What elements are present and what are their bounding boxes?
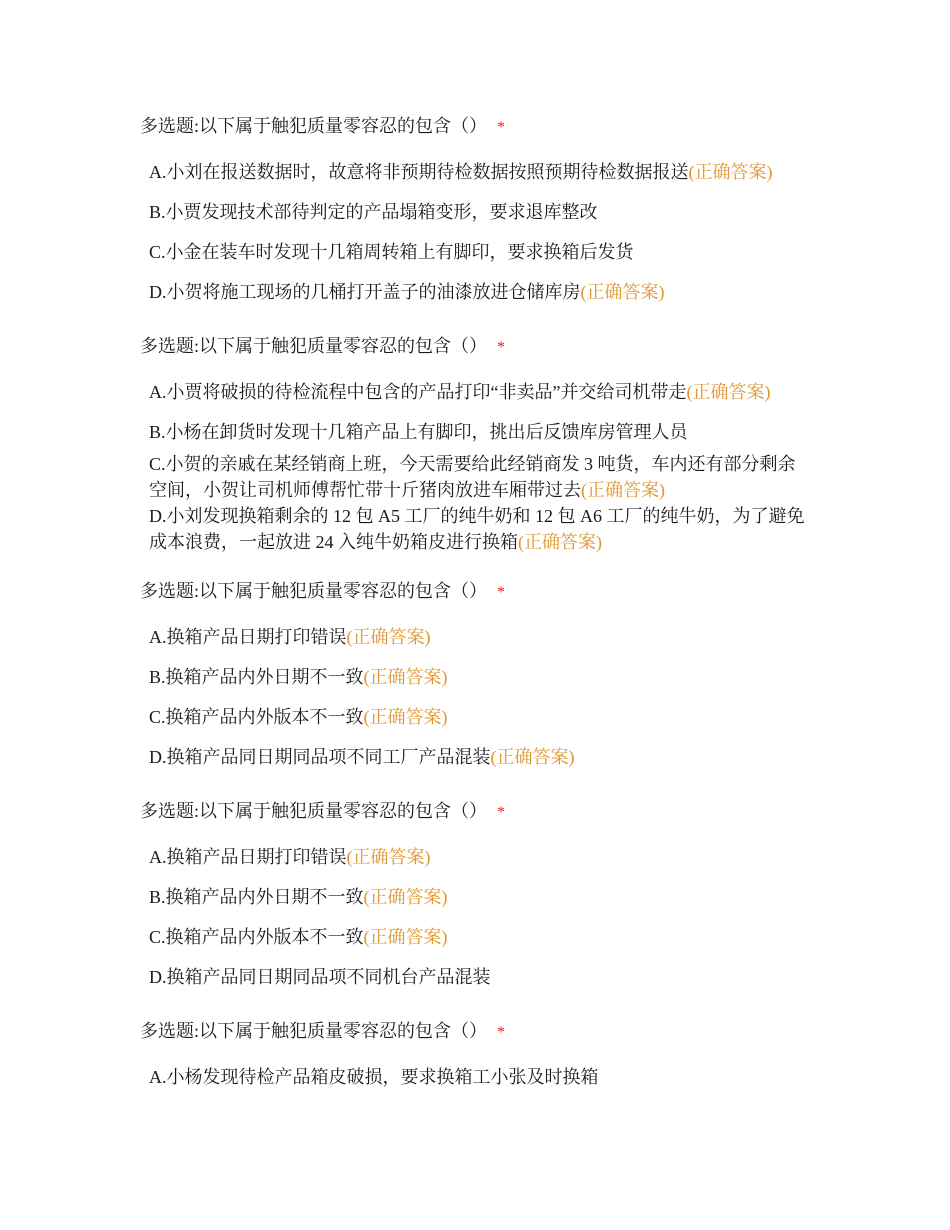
question-title	[140, 580, 820, 602]
question-3	[140, 580, 820, 784]
correct-answer-label: (正确答案)	[363, 667, 448, 687]
option-list	[140, 159, 820, 305]
required-star: *	[497, 584, 505, 601]
option-c	[149, 924, 809, 950]
question-4	[140, 800, 820, 1004]
option-d	[149, 279, 809, 305]
option-text: 多选题:以下属于触犯质量零容忍的包含（）	[140, 801, 487, 821]
question-title	[140, 800, 820, 822]
option-text: C.小贺的亲戚在某经销商上班，今天需要给此经销商发 3 吨货，车内还有部分剩余空间，小贺让司机师傅帮忙带十斤猪肉放进车厢带过去	[149, 454, 796, 500]
correct-answer-label: (正确答案)	[686, 382, 771, 402]
option-c	[149, 451, 809, 503]
question-title: 多选题:以下属于触犯质量零容忍的包含（） *	[140, 116, 505, 136]
option-text: 多选题:以下属于触犯质量零容忍的包含（）	[140, 336, 487, 356]
option-list	[140, 624, 820, 770]
option-a	[149, 1064, 809, 1090]
correct-answer-label: (正确答案)	[363, 927, 448, 947]
correct-answer-label: (正确答案)	[518, 532, 602, 552]
correct-answer-label: (正确答案)	[490, 747, 575, 767]
required-star: *	[497, 1024, 505, 1041]
option-list	[140, 1064, 820, 1090]
option-text: C.换箱产品内外版本不一致	[149, 927, 364, 947]
option-text: B.换箱产品内外日期不一致	[149, 887, 364, 907]
question-title	[140, 1020, 820, 1042]
option-text: A.换箱产品日期打印错误	[149, 847, 347, 867]
option-d	[149, 503, 809, 555]
question-2	[140, 335, 820, 555]
option-d	[149, 744, 809, 770]
option-a	[149, 159, 809, 185]
correct-answer-label: (正确答案)	[346, 847, 431, 867]
option-text: 多选题:以下属于触犯质量零容忍的包含（）	[140, 581, 487, 601]
option-d	[149, 964, 809, 990]
correct-answer-label: (正确答案)	[580, 282, 665, 302]
option-text: C.换箱产品内外版本不一致	[149, 707, 364, 727]
option-text: A.小贾将破损的待检流程中包含的产品打印“非卖品”并交给司机带走	[149, 382, 687, 402]
option-text: A.换箱产品日期打印错误	[149, 627, 347, 647]
option-text: A.小杨发现待检产品箱皮破损，要求换箱工小张及时换箱	[149, 1067, 599, 1087]
question-1	[140, 115, 820, 319]
option-b	[149, 419, 809, 445]
correct-answer-label: (正确答案)	[363, 707, 448, 727]
correct-answer-label: (正确答案)	[688, 162, 773, 182]
correct-answer-label: (正确答案)	[346, 627, 431, 647]
option-text: D.小贺将施工现场的几桶打开盖子的油漆放进仓储库房	[149, 282, 581, 302]
correct-answer-label: (正确答案)	[363, 887, 448, 907]
option-a	[149, 624, 809, 650]
option-list	[140, 379, 820, 555]
option-b	[149, 199, 809, 225]
option-text: A.小刘在报送数据时，故意将非预期待检数据按照预期待检数据报送	[149, 162, 689, 182]
option-text: B.换箱产品内外日期不一致	[149, 667, 364, 687]
option-b	[149, 884, 809, 910]
option-a	[149, 844, 809, 870]
correct-answer-label: (正确答案)	[581, 480, 665, 500]
option-text: D.换箱产品同日期同品项不同工厂产品混装	[149, 747, 491, 767]
option-text: C.小金在装车时发现十几箱周转箱上有脚印，要求换箱后发货	[149, 242, 634, 262]
option-b	[149, 664, 809, 690]
option-text: D.换箱产品同日期同品项不同机台产品混装	[149, 967, 491, 987]
option-text: B.小杨在卸货时发现十几箱产品上有脚印，挑出后反馈库房管理人员	[149, 422, 688, 442]
question-title	[140, 335, 820, 357]
option-list	[140, 844, 820, 990]
required-star: *	[497, 804, 505, 821]
option-text: B.小贾发现技术部待判定的产品塌箱变形，要求退库整改	[149, 202, 598, 222]
option-c	[149, 239, 809, 265]
option-c	[149, 704, 809, 730]
question-5	[140, 1020, 820, 1104]
required-star: *	[497, 119, 505, 136]
option-text: D.小刘发现换箱剩余的 12 包 A5 工厂的纯牛奶和 12 包 A6 工厂的纯牛奶，为了避免成本浪费，一起放进 24 入纯牛奶箱皮进行换箱	[149, 506, 805, 552]
option-a	[149, 379, 809, 405]
option-text: 多选题:以下属于触犯质量零容忍的包含（）	[140, 1021, 487, 1041]
required-star: *	[497, 339, 505, 356]
